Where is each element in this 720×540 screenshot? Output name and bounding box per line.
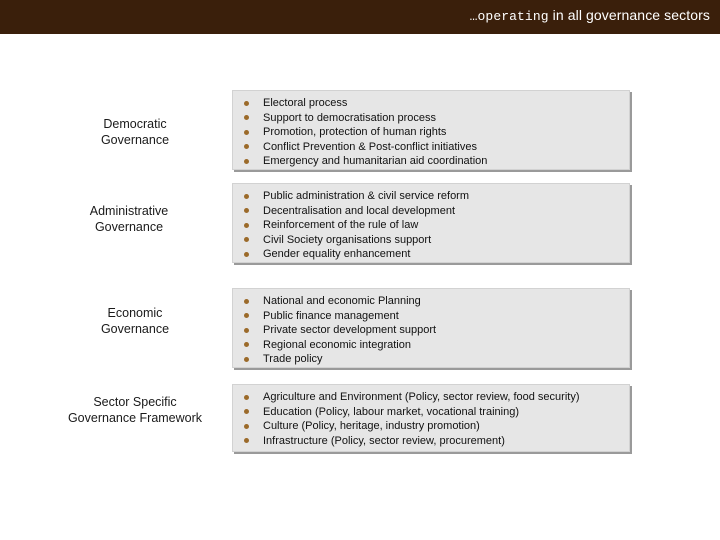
bullet-list [233, 91, 629, 169]
list-item-text: Public administration & civil service reform [263, 190, 470, 202]
section-label-line: Economic [107, 306, 163, 320]
list-item [241, 434, 629, 449]
section-label-line: Governance [100, 133, 170, 147]
section-label-democratic [50, 116, 220, 148]
list-item-text: Reinforcement of the rule of law [263, 219, 419, 231]
header-bar [0, 0, 720, 34]
list-item [241, 189, 629, 204]
list-item-text: Conflict Prevention & Post-conflict initiatives [263, 140, 477, 153]
list-item-text: Trade policy [263, 353, 323, 365]
section-label-economic [50, 305, 220, 337]
section-label-line: Governance [100, 322, 170, 336]
list-item-text: Civil Society organisations support [263, 233, 432, 246]
section-label-line: Administrative [89, 204, 169, 218]
bullet-icon [244, 144, 249, 149]
list-item-text: Decentralisation and local development [263, 204, 456, 217]
list-item-text: Culture (Policy, heritage, industry promotion) [263, 420, 480, 432]
list-item [241, 419, 629, 434]
list-item-text: Regional economic integration [263, 338, 411, 351]
list-item-text: Agriculture and Environment (Policy, sector review, food security) [263, 391, 580, 403]
section-label-line: Sector Specific [93, 395, 177, 409]
bullet-icon [244, 357, 249, 362]
list-item-text: National and economic Planning [263, 295, 421, 307]
bullet-icon [244, 130, 249, 135]
section-label-line: Governance [94, 220, 164, 234]
bullet-list [233, 184, 629, 262]
section-box-administrative [232, 183, 630, 263]
bullet-icon [244, 438, 249, 443]
section-box-democratic [232, 90, 630, 170]
bullet-icon [244, 342, 249, 347]
section-box-economic [232, 288, 630, 368]
section-box-sector-specific [232, 384, 630, 452]
bullet-icon [244, 409, 249, 414]
bullet-icon [244, 208, 249, 213]
section-label-sector-specific [50, 394, 220, 426]
list-item [241, 140, 629, 155]
list-item [241, 233, 629, 248]
bullet-icon [244, 194, 249, 199]
list-item-text: Public finance management [263, 309, 399, 322]
section-label-line: Democratic [103, 117, 167, 131]
list-item [241, 125, 629, 140]
list-item-text: Education (Policy, labour market, vocational training) [263, 405, 519, 418]
list-item [241, 309, 629, 324]
bullet-icon [244, 395, 249, 400]
list-item-text: Support to democratisation process [263, 111, 437, 124]
section-label-administrative [44, 203, 214, 235]
list-item [241, 405, 629, 420]
list-item [241, 352, 629, 367]
slide-title-text: in all governance sectors [548, 7, 710, 23]
list-item [241, 218, 629, 233]
list-item [241, 390, 629, 405]
section-label-line: Governance Framework [67, 411, 203, 425]
bullet-icon [244, 299, 249, 304]
bullet-list [233, 289, 629, 367]
bullet-list [233, 385, 629, 448]
bullet-icon [244, 223, 249, 228]
list-item [241, 294, 629, 309]
list-item [241, 96, 629, 111]
list-item [241, 338, 629, 353]
bullet-icon [244, 313, 249, 318]
list-item [241, 154, 629, 169]
list-item [241, 204, 629, 219]
list-item-text: Electoral process [263, 97, 348, 109]
bullet-icon [244, 424, 249, 429]
list-item-text: Gender equality enhancement [263, 248, 411, 260]
bullet-icon [244, 237, 249, 242]
list-item [241, 247, 629, 262]
bullet-icon [244, 252, 249, 257]
list-item-text: Private sector development support [263, 324, 437, 336]
list-item [241, 111, 629, 126]
list-item-text: Emergency and humanitarian aid coordination [263, 155, 488, 167]
list-item-text: Infrastructure (Policy, sector review, procurement) [263, 434, 505, 447]
bullet-icon [244, 115, 249, 120]
bullet-icon [244, 101, 249, 106]
list-item [241, 323, 629, 338]
slide-title-prefix: …operating [469, 9, 549, 24]
list-item-text: Promotion, protection of human rights [263, 126, 447, 138]
slide-title [470, 7, 710, 24]
bullet-icon [244, 328, 249, 333]
bullet-icon [244, 159, 249, 164]
